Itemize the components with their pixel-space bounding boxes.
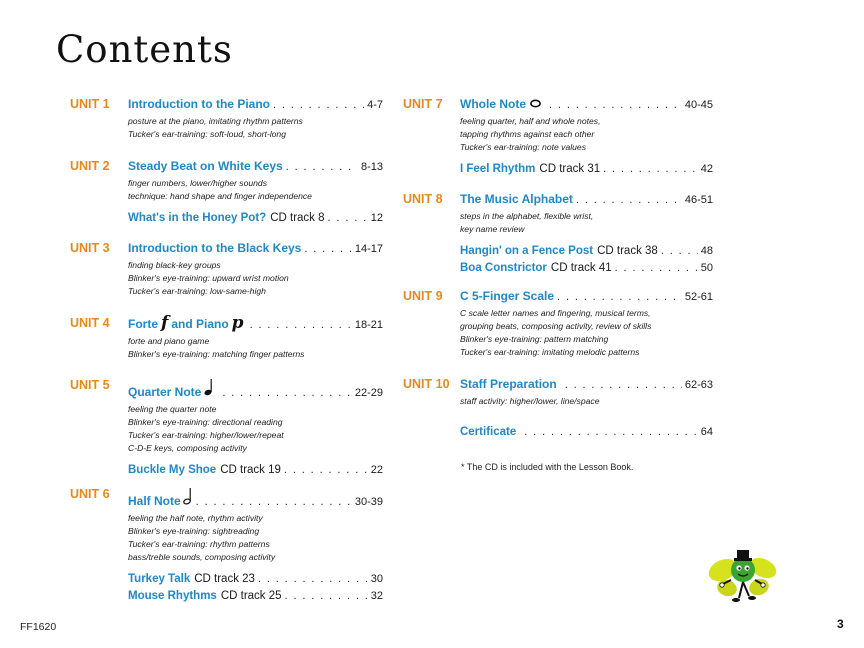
song-page: 48 <box>700 245 713 257</box>
cd-track: CD track 8 <box>270 212 325 224</box>
song-page: 30 <box>370 573 383 585</box>
piano-symbol: p <box>231 313 244 333</box>
unit-title-link[interactable]: Steady Beat on White Keys <box>128 159 283 173</box>
cd-track: CD track 23 <box>194 573 255 585</box>
unit-label: UNIT 7 <box>403 97 443 111</box>
song-entry[interactable] <box>128 463 383 478</box>
song-title[interactable]: Boa Constrictor <box>460 262 547 274</box>
page-range: 52-61 <box>684 291 713 303</box>
unit-description: feeling the half note, rhythm activity Blinker's eye-training: sightreading Tucker's ear-training: rhythm patterns bass/treble sounds, composing activity <box>128 513 276 562</box>
unit-description: finger numbers, lower/higher sounds technique: hand shape and finger independence <box>128 178 312 201</box>
unit-title-link[interactable]: and Piano <box>171 317 229 331</box>
unit-description: staff activity: higher/lower, line/space <box>460 396 600 406</box>
unit-description: steps in the alphabet, flexible wrist, key name review <box>460 211 594 234</box>
bug-mascot-icon <box>705 540 780 610</box>
unit-description: finding black-key groups Blinker's eye-training: upward wrist motion Tucker's ear-training: low-same-high <box>128 260 289 296</box>
unit-label: UNIT 5 <box>70 378 110 392</box>
page-range: 40-45 <box>684 99 713 111</box>
unit-description: C scale letter names and fingering, musical terms, grouping beats, composing activity, review of skills Blinker's eye-training: pattern matching Tucker's ear-training: imitating melodic patterns <box>460 308 652 357</box>
cd-track: CD track 38 <box>597 245 658 257</box>
page-range: 46-51 <box>684 194 713 206</box>
page-range: 18-21 <box>354 319 383 331</box>
song-page: 32 <box>370 590 383 602</box>
unit-description: feeling the quarter note Blinker's eye-training: directional reading Tucker's ear-training: higher/lower/repeat C-D-E keys, composing activity <box>128 404 284 453</box>
song-page: 12 <box>370 212 383 224</box>
song-entry[interactable] <box>460 244 713 259</box>
unit-title-link[interactable]: Staff Preparation <box>460 377 557 391</box>
certificate-title[interactable]: Certificate <box>460 426 517 438</box>
unit-label: UNIT 10 <box>403 377 450 391</box>
unit-label: UNIT 3 <box>70 241 110 255</box>
unit-title-link[interactable]: Whole Note <box>460 97 526 111</box>
song-title[interactable]: Buckle My Shoe <box>128 464 217 476</box>
page-range: 14-17 <box>354 243 383 255</box>
unit-description: posture at the piano, imitating rhythm patterns Tucker's ear-training: soft-loud, short-long <box>128 116 303 139</box>
page-number: 3 <box>837 617 844 631</box>
unit-title-link[interactable]: C 5-Finger Scale <box>460 289 555 303</box>
unit-title-link[interactable]: Introduction to the Black Keys <box>128 241 302 255</box>
unit-title-link[interactable]: Forte <box>128 317 158 331</box>
certificate-entry[interactable] <box>460 425 713 440</box>
unit-title-link[interactable]: Quarter Note <box>128 385 202 399</box>
song-title[interactable]: Turkey Talk <box>128 573 191 585</box>
song-page: 42 <box>700 163 713 175</box>
unit-label: UNIT 8 <box>403 192 443 206</box>
whole-note-icon <box>530 99 541 108</box>
page-range: 4-7 <box>367 99 383 111</box>
cd-track: CD track 25 <box>220 590 282 602</box>
song-page: 22 <box>370 464 383 476</box>
unit-title-link[interactable]: The Music Alphabet <box>460 192 573 206</box>
forte-symbol: f <box>161 313 169 333</box>
song-title[interactable]: I Feel Rhythm <box>460 163 536 175</box>
unit-description: forte and piano game Blinker's eye-training: matching finger patterns <box>128 336 305 359</box>
unit-label: UNIT 4 <box>70 316 110 330</box>
unit-label: UNIT 6 <box>70 487 110 501</box>
cd-track: CD track 31 <box>539 163 601 175</box>
song-page: 50 <box>700 262 713 274</box>
unit-title-link[interactable]: Introduction to the Piano <box>128 97 270 111</box>
half-note-icon <box>183 487 193 505</box>
song-entry[interactable] <box>460 162 713 177</box>
page-title: Contents <box>56 28 233 71</box>
cd-track: CD track 19 <box>220 464 281 476</box>
certificate-page: 64 <box>700 426 713 438</box>
song-entry[interactable] <box>460 261 713 276</box>
song-entry[interactable] <box>128 589 383 604</box>
unit-label: UNIT 1 <box>70 97 110 111</box>
unit-title-link[interactable]: Half Note <box>128 494 181 508</box>
footer-code: FF1620 <box>20 621 57 633</box>
unit-label: UNIT 9 <box>403 289 443 303</box>
song-title[interactable]: Mouse Rhythms <box>128 590 217 602</box>
page-range: 8-13 <box>360 161 383 173</box>
quarter-note-icon <box>204 378 214 396</box>
song-title[interactable]: What's in the Honey Pot? <box>128 212 267 224</box>
cd-track: CD track 41 <box>550 262 612 274</box>
footnote: * The CD is included with the Lesson Book. <box>461 462 634 472</box>
song-title[interactable]: Hangin' on a Fence Post <box>460 245 594 257</box>
page-range: 22-29 <box>354 387 383 399</box>
song-entry[interactable] <box>128 572 383 587</box>
page-range: 62-63 <box>684 379 713 391</box>
page-range: 30-39 <box>354 496 383 508</box>
unit-label: UNIT 2 <box>70 159 110 173</box>
song-entry[interactable] <box>128 211 383 226</box>
unit-description: feeling quarter, half and whole notes, tapping rhythms against each other Tucker's ear-training: note values <box>460 116 601 152</box>
